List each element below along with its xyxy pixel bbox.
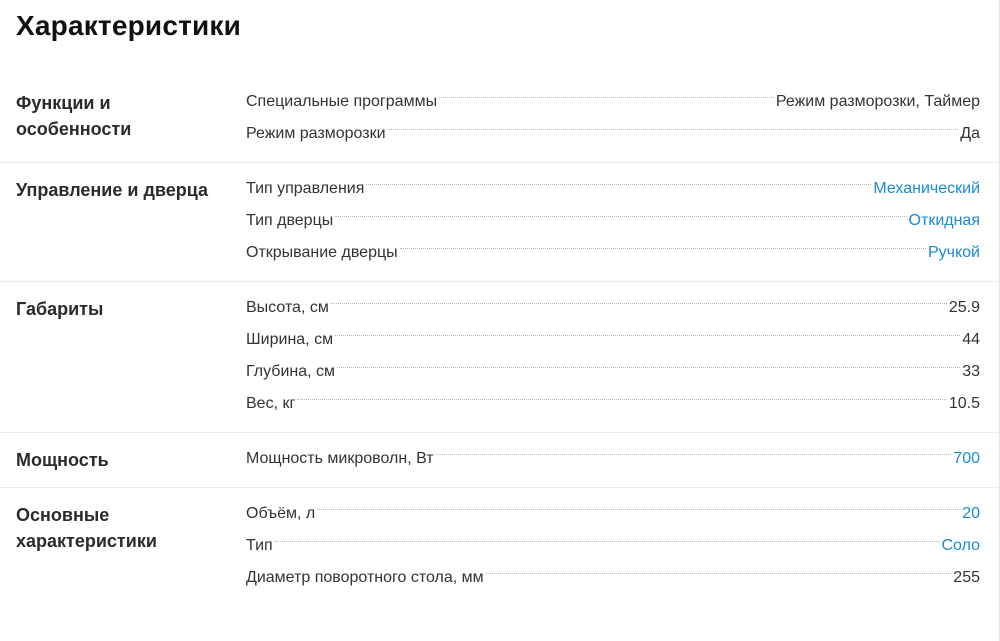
spec-value: 255: [953, 569, 980, 586]
dotted-leader: [388, 129, 959, 130]
spec-name: Мощность микроволн, Вт: [246, 450, 434, 467]
spec-value-link[interactable]: Откидная: [908, 212, 980, 229]
spec-name: Режим разморозки: [246, 125, 386, 142]
spec-value-link[interactable]: Соло: [941, 537, 980, 554]
spec-name: Высота, см: [246, 299, 329, 316]
spec-value: 33: [962, 363, 980, 380]
dotted-leader: [486, 573, 952, 574]
spec-row: [246, 292, 980, 324]
spec-row: [246, 173, 980, 205]
spec-row: [246, 237, 980, 269]
spec-value-link[interactable]: 20: [962, 505, 980, 522]
spec-row: [246, 205, 980, 237]
page-title: Характеристики: [16, 10, 242, 41]
spec-value: Режим разморозки, Таймер: [775, 93, 980, 110]
section-title: Функции и особенности: [16, 93, 132, 139]
section-title: Основные характеристики: [16, 505, 157, 551]
dotted-leader: [317, 509, 960, 510]
specs-list: [0, 76, 1000, 606]
dotted-leader: [366, 184, 871, 185]
spec-row: [246, 562, 980, 594]
spec-value: Да: [960, 125, 980, 142]
spec-name: Диаметр поворотного стола, мм: [246, 569, 484, 586]
spec-row: [246, 324, 980, 356]
section-title: Габариты: [16, 299, 104, 319]
dotted-leader: [335, 335, 960, 336]
spec-name: Специальные программы: [246, 93, 438, 110]
spec-section-functions: [0, 76, 1000, 163]
spec-value-link[interactable]: 700: [953, 450, 980, 467]
spec-value-link[interactable]: Механический: [873, 180, 980, 197]
spec-value: 44: [962, 331, 980, 348]
spec-value: 25.9: [948, 299, 980, 316]
spec-row: [246, 356, 980, 388]
spec-name: Тип управления: [246, 180, 365, 197]
section-title: Управление и дверца: [16, 180, 208, 200]
spec-row: [246, 443, 980, 475]
dotted-leader: [337, 367, 960, 368]
spec-row: [246, 498, 980, 530]
spec-value-link[interactable]: Ручкой: [927, 244, 980, 261]
dotted-leader: [400, 248, 926, 249]
dotted-leader: [297, 399, 947, 400]
spec-name: Ширина, см: [246, 331, 334, 348]
dotted-leader: [275, 541, 940, 542]
spec-row: [246, 388, 980, 420]
dotted-leader: [439, 97, 774, 98]
spec-section-power: [0, 433, 1000, 488]
spec-name: Объём, л: [246, 505, 316, 522]
spec-section-dimensions: [0, 282, 1000, 433]
dotted-leader: [335, 216, 906, 217]
dotted-leader: [436, 454, 952, 455]
spec-section-main: [0, 488, 1000, 606]
spec-row: [246, 530, 980, 562]
section-title: Мощность: [16, 450, 109, 470]
spec-row: [246, 118, 980, 150]
spec-value: 10.5: [948, 395, 980, 412]
spec-name: Вес, кг: [246, 395, 296, 412]
spec-name: Глубина, см: [246, 363, 336, 380]
spec-section-control-door: [0, 163, 1000, 282]
dotted-leader: [331, 303, 947, 304]
spec-row: [246, 86, 980, 118]
spec-name: Тип: [246, 537, 273, 554]
spec-name: Открывание дверцы: [246, 244, 398, 261]
spec-name: Тип дверцы: [246, 212, 334, 229]
